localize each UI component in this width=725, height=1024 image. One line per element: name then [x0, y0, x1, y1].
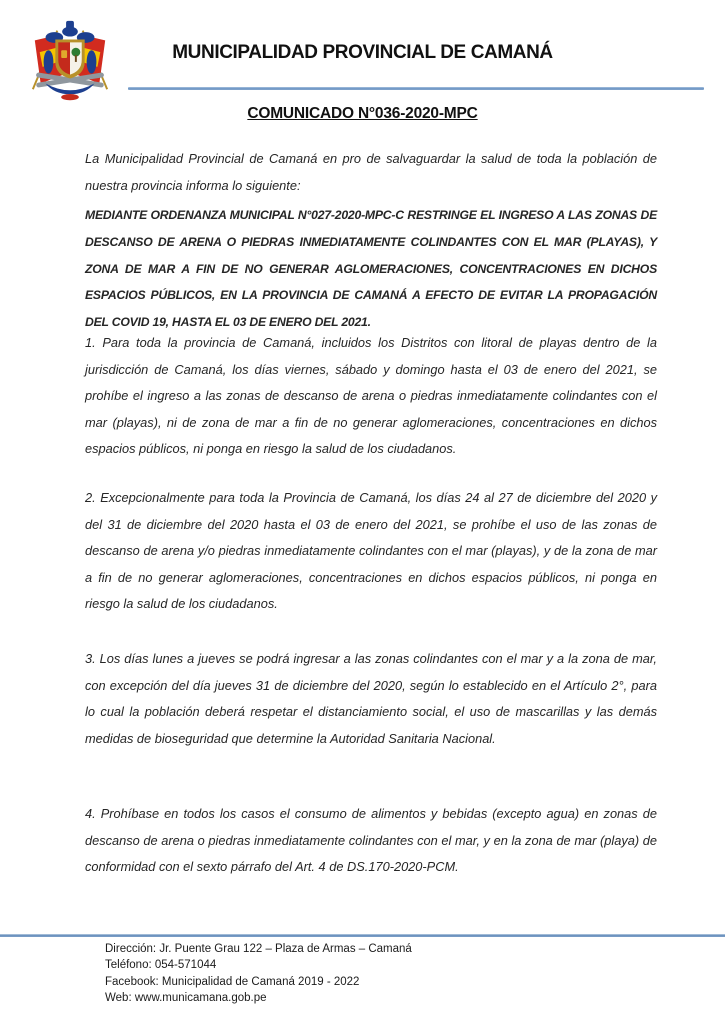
- header-divider: [128, 87, 704, 90]
- numbered-item-1: 1. Para toda la provincia de Camaná, incluidos los Distritos con litoral de playas dentro de la jurisdicción de Camaná, los días viernes, sábado y domingo hasta el 03 de enero del 2021, se prohíbe el ingreso a las zonas de descanso de arena o piedras inmediatamente colindantes con el mar (playas), ni de zona de mar a fin de no generar aglomeraciones, concentraciones en dichos espacios públicos, ni ponga en riesgo la salud de los ciudadanos.: [85, 335, 657, 456]
- intro-paragraph: La Municipalidad Provincial de Camaná en pro de salvaguardar la salud de toda la población de nuestra provincia informa lo siguiente:: [85, 151, 657, 193]
- footer-phone-line: Teléfono: 054-571044: [105, 959, 217, 972]
- footer-address-line: Dirección: Jr. Puente Grau 122 – Plaza de Armas – Camaná: [105, 943, 412, 955]
- document-footer: [105, 941, 665, 1006]
- document-title: COMUNICADO N°036-2020-MPC: [247, 105, 478, 122]
- ordinance-paragraph: MEDIANTE ORDENANZA MUNICIPAL N°027-2020-MPC-C RESTRINGE EL INGRESO A LAS ZONAS DE DESCANSO DE ARENA O PIEDRAS INMEDIATAMENTE COLINDANTES CON EL MAR (PLAYAS), Y ZONA DE MAR A FIN DE NO GENERAR AGLOMERACIONES, CONCENTRACIONES EN DICHOS ESPACIOS PÚBLICOS, EN LA PROVINCIA DE CAMANÁ A EFECTO DE EVITAR LA PROPAGACIÓN DEL COVID 19, HASTA EL 03 DE ENERO DEL 2021.: [85, 208, 657, 330]
- numbered-item-2: 2. Excepcionalmente para toda la Provincia de Camaná, los días 24 al 27 de diciembre del 2020 y del 31 de diciembre del 2020 hasta el 03 de enero del 2021, se prohíbe el uso de las zonas de descanso de arena y/o piedras inmediatamente colindantes con el mar (playas), y de la zona de mar a fin de no generar aglomeraciones, concentraciones en dichos espacios públicos, ni ponga en riesgo la salud de los ciudadanos.: [85, 490, 657, 611]
- footer-divider: [0, 934, 725, 937]
- organization-title: MUNICIPALIDAD PROVINCIAL DE CAMANÁ: [172, 42, 553, 63]
- footer-web-line: Web: www.municamana.gob.pe: [105, 991, 267, 1004]
- numbered-item-4: 4. Prohíbase en todos los casos el consumo de alimentos y bebidas (excepto agua) en zonas de descanso de arena o piedras inmediatamente colindantes con el mar, y en la zona de mar (playa) de conformidad con el sexto párrafo del Art. 4 de DS.170-2020-PCM.: [85, 806, 657, 874]
- footer-facebook-line: Facebook: Municipalidad de Camaná 2019 - 2022: [105, 975, 360, 988]
- numbered-item-3: 3. Los días lunes a jueves se podrá ingresar a las zonas colindantes con el mar y a la zona de mar, con excepción del día jueves 31 de diciembre del 2020, según lo establecido en el Artículo 2°, para lo cual la población deberá respetar el distanciamiento social, el uso de mascarillas y las demás medidas de bioseguridad que determine la Autoridad Sanitaria Nacional.: [85, 651, 657, 746]
